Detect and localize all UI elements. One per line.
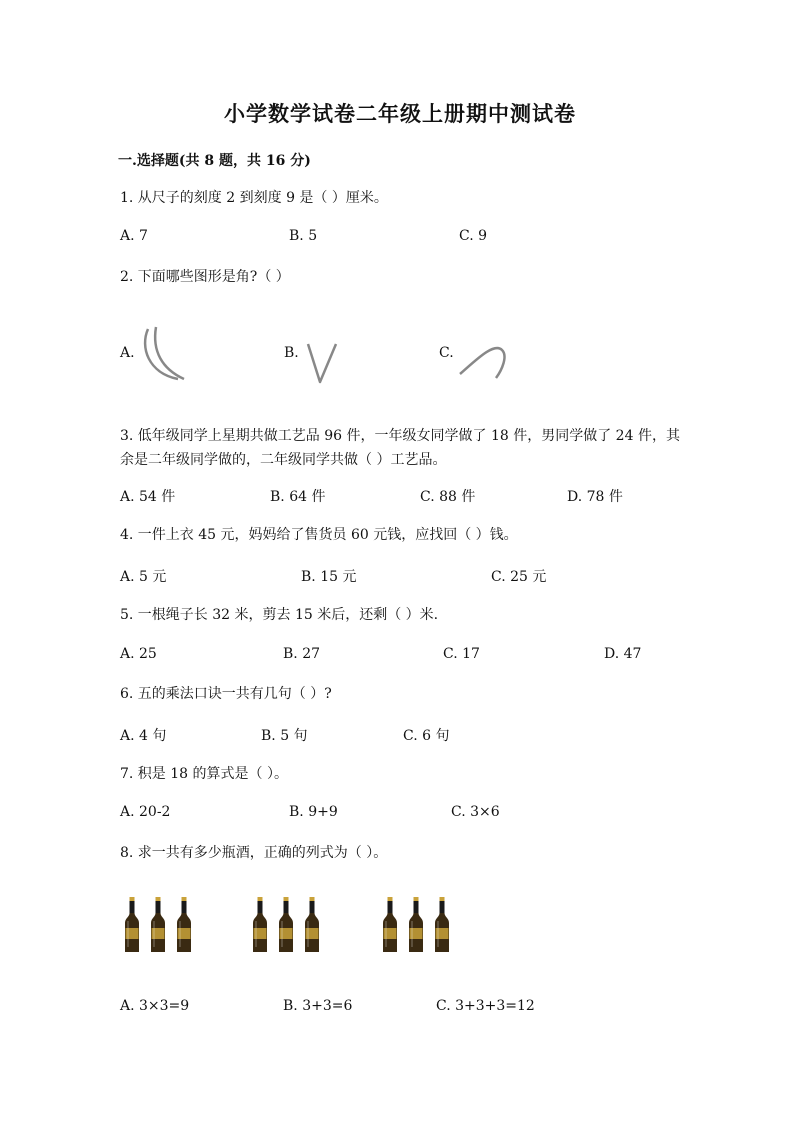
q4-option-c[interactable]: C. 25 元	[491, 569, 547, 585]
angle-shape-icon	[304, 340, 340, 386]
wine-bottle-icon	[278, 897, 294, 953]
wine-bottle-icon	[434, 897, 450, 953]
section-heading: 一.选择题(共 8 题，共 16 分)	[118, 153, 311, 169]
q6-option-b[interactable]: B. 5 句	[261, 728, 308, 744]
wine-bottle-icon	[408, 897, 424, 953]
q1-option-a[interactable]: A. 7	[120, 228, 148, 244]
wine-bottle-icon	[124, 897, 140, 953]
wine-bottle-icon	[382, 897, 398, 953]
q7-option-c[interactable]: C. 3×6	[451, 804, 500, 820]
q6-option-a[interactable]: A. 4 句	[120, 728, 167, 744]
question-5: 5. 一根绳子长 32 米，剪去 15 米后，还剩（ ）米.	[120, 607, 439, 623]
question-7: 7. 积是 18 的算式是（ ）。	[120, 766, 288, 782]
question-4: 4. 一件上衣 45 元，妈妈给了售货员 60 元钱，应找回（ ）钱。	[120, 527, 518, 543]
q2-option-c[interactable]: C.	[439, 345, 454, 361]
q8-option-a[interactable]: A. 3×3=9	[120, 998, 190, 1014]
question-6: 6. 五的乘法口诀一共有几句（ ）?	[120, 686, 332, 702]
q4-option-b[interactable]: B. 15 元	[301, 569, 357, 585]
q4-option-a[interactable]: A. 5 元	[120, 569, 167, 585]
q5-option-b[interactable]: B. 27	[283, 646, 321, 662]
q8-option-b[interactable]: B. 3+3=6	[283, 998, 353, 1014]
q5-option-a[interactable]: A. 25	[120, 646, 157, 662]
q3-option-a[interactable]: A. 54 件	[120, 489, 176, 505]
question-2: 2. 下面哪些图形是角?（ ）	[120, 269, 290, 285]
question-8: 8. 求一共有多少瓶酒，正确的列式为（ ）。	[120, 845, 388, 861]
q6-option-c[interactable]: C. 6 句	[403, 728, 450, 744]
wine-bottle-icon	[304, 897, 320, 953]
curve-shape-icon	[138, 325, 190, 385]
q3-option-d[interactable]: D. 78 件	[567, 489, 623, 505]
q3-option-b[interactable]: B. 64 件	[270, 489, 326, 505]
q2-option-b[interactable]: B.	[284, 345, 299, 361]
wine-bottle-icon	[176, 897, 192, 953]
q8-option-c[interactable]: C. 3+3+3=12	[436, 998, 535, 1014]
wine-bottle-icon	[150, 897, 166, 953]
q5-option-c[interactable]: C. 17	[443, 646, 480, 662]
q5-option-d[interactable]: D. 47	[604, 646, 642, 662]
wine-bottle-icon	[252, 897, 268, 953]
page-title: 小学数学试卷二年级上册期中测试卷	[224, 101, 576, 126]
question-3: 3. 低年级同学上星期共做工艺品 96 件，一年级女同学做了 18 件，男同学做了 24 件，其余是二年级同学做的，二年级同学共做（ ）工艺品。	[120, 428, 680, 468]
q1-option-c[interactable]: C. 9	[459, 228, 488, 244]
q7-option-a[interactable]: A. 20-2	[120, 804, 171, 820]
q2-option-a[interactable]: A.	[120, 345, 135, 361]
question-1: 1. 从尺子的刻度 2 到刻度 9 是（ ）厘米。	[120, 190, 388, 206]
q1-option-b[interactable]: B. 5	[289, 228, 318, 244]
q3-option-c[interactable]: C. 88 件	[420, 489, 476, 505]
q7-option-b[interactable]: B. 9+9	[289, 804, 338, 820]
hook-shape-icon	[456, 340, 510, 382]
